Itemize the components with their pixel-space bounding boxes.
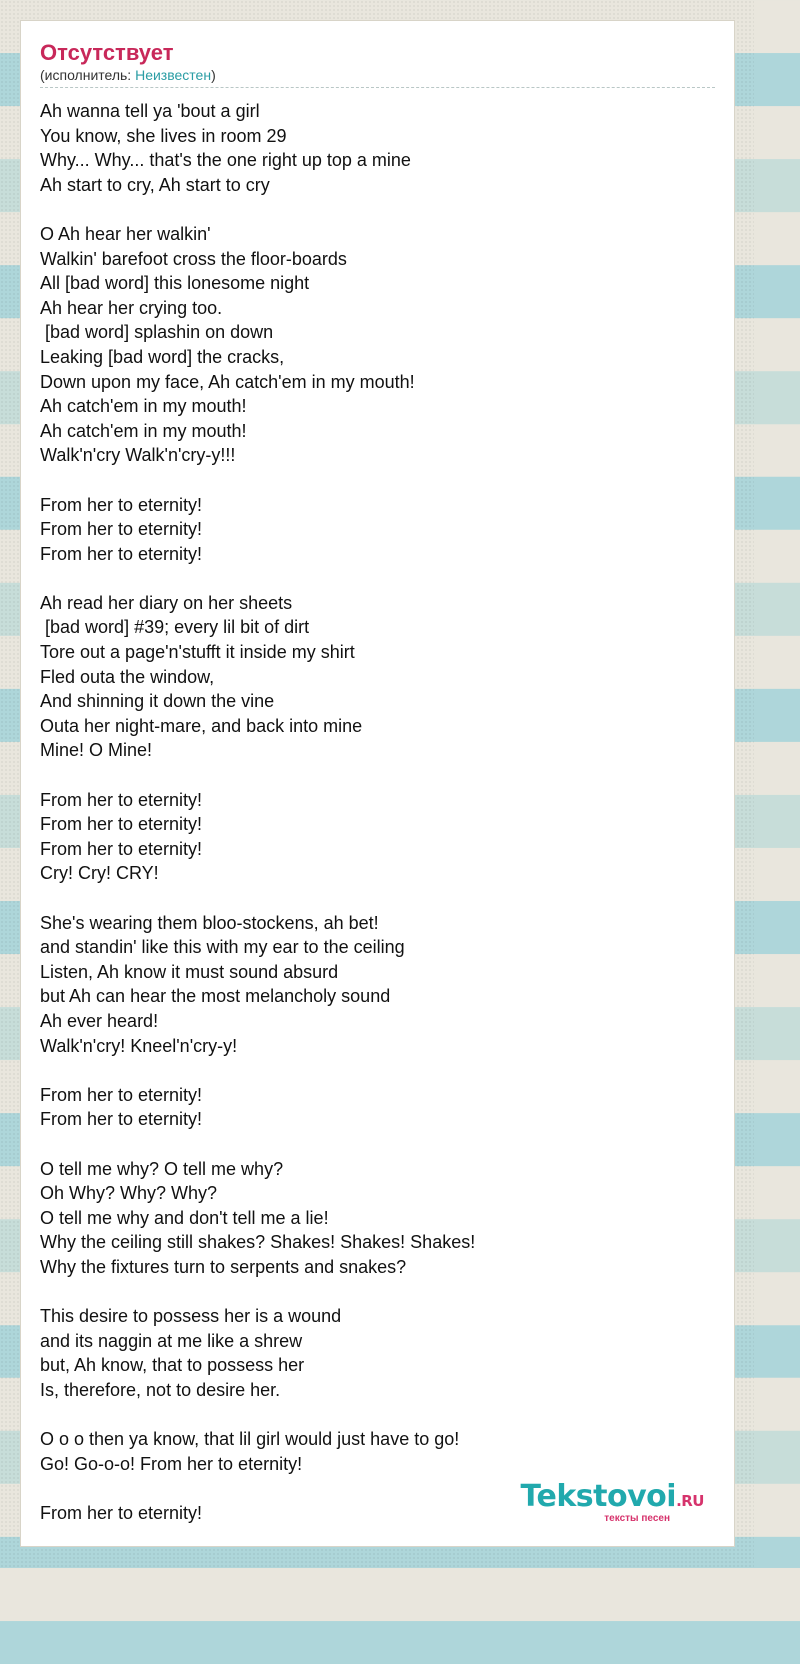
logo-main-text: Tekstovoi	[520, 1479, 677, 1514]
artist-link[interactable]: Неизвестен	[135, 67, 212, 83]
artist-suffix: )	[211, 67, 216, 83]
artist-line	[40, 66, 715, 88]
logo-tagline: тексты песен	[604, 1513, 670, 1524]
song-header	[40, 40, 715, 88]
lyrics-card	[21, 21, 734, 1546]
site-logo[interactable]	[521, 1481, 704, 1524]
artist-prefix: (исполнитель:	[40, 67, 136, 83]
logo-wordmark	[521, 1481, 704, 1517]
lyrics-text: Ah wanna tell ya 'bout a girl You know, she lives in room 29 Why... Why... that's the one right up top a mine Ah start to cry, Ah start to cry O Ah hear her walkin' Walkin' barefoot cross the floor-boards All [bad word] this lonesome night Ah hear her crying too. [bad word] splashin on down Leaking [bad word] the cracks, Down upon my face, Ah catch'em in my mouth! Ah catch'em in my mouth! Ah catch'em in my mouth! Walk'n'cry Walk'n'cry-y!!! From her to eternity! From her to eternity! From her to eternity! Ah read her diary on her sheets [bad word] #39; every lil bit of dirt Tore out a page'n'stufft it inside my shirt Fled outa the window, And shinning it down the vine Outa her night-mare, and back into mine Mine! O Mine! From her to eternity! From her to eternity! From her to eternity! Cry! Cry! CRY! She's wearing them bloo-stockens, ah bet! and standin' like this with my ear to the ceiling Listen, Ah know it must sound absurd but Ah can hear the most melancholy sound Ah ever heard! Walk'n'cry! Kneel'n'cry-y! From her to eternity! From her to eternity! O tell me why? O tell me why? Oh Why? Why? Why? O tell me why and don't tell me a lie! Why the ceiling still shakes? Shakes! Shakes! Shakes! Why the fixtures turn to serpents and snakes? This desire to possess her is a wound and its naggin at me like a shrew but, Ah know, that to possess her Is, therefore, not to desire her. O o o then ya know, that lil girl would just have to go! Go! Go-o-o! From her to eternity! From her to eternity!	[40, 101, 476, 1523]
logo-tld: .RU	[676, 1492, 704, 1510]
song-title: Отсутствует	[40, 40, 174, 65]
